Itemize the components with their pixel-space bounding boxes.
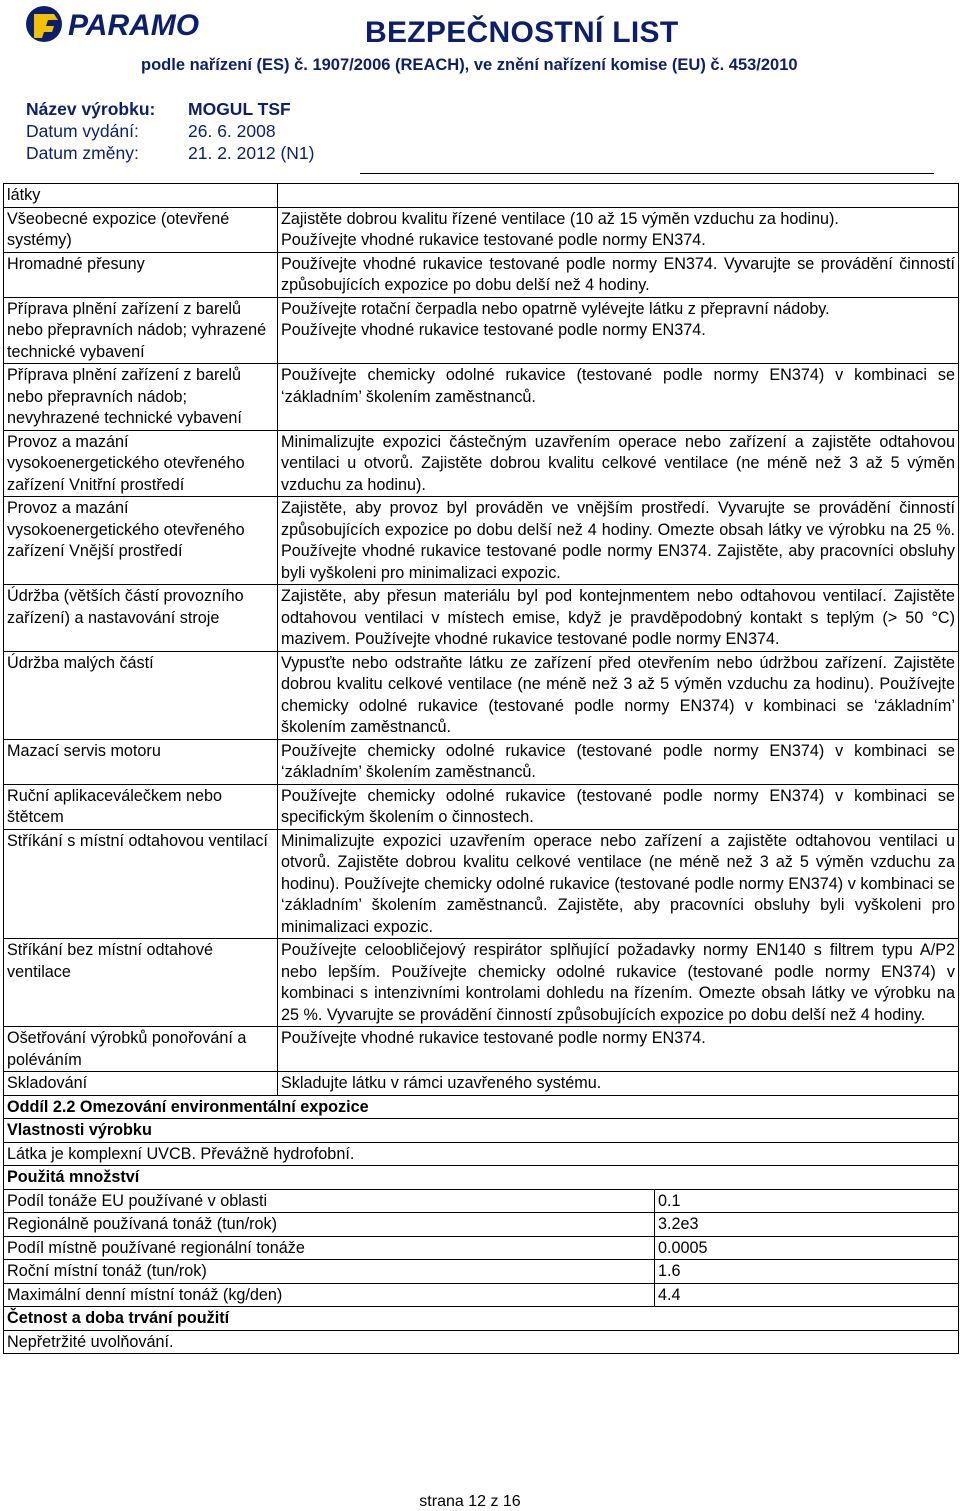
exposure-row <box>4 784 959 829</box>
exposure-table-body <box>4 184 959 1354</box>
measure-text: Minimalizujte expozici uzavřením operace nebo zařízení a zajistěte odtahovou ventilaci u otvorů. Zajistěte dobrou kvalitu celkové ventilace (ne méně než 3 až 5 výměn vzduchu za hodinu). Používejte chemicky odolné rukavice (testované podle normy EN374) v kombinaci se ‘základním’ školením zaměstnanců. Zajistěte, aby pracovníci obsluhy byli vyškoleni pro minimalizaci expozic. <box>281 831 955 936</box>
amounts-heading-row <box>4 1166 959 1190</box>
amount-value: 0.0005 <box>655 1236 959 1260</box>
properties-heading: Vlastnosti výrobku <box>4 1119 959 1143</box>
exposure-measures <box>278 585 959 652</box>
exposure-table <box>3 183 959 1354</box>
section-heading: Oddíl 2.2 Omezování environmentální expozice <box>4 1095 959 1119</box>
document-subtitle: podle nařízení (ES) č. 1907/2006 (REACH), ve znění nařízení komise (EU) č. 453/2010 <box>141 56 798 74</box>
measure-text: Používejte vhodné rukavice testované podle normy EN374. <box>281 231 706 249</box>
exposure-row <box>4 364 959 431</box>
exposure-scenario: Skladování <box>4 1072 278 1096</box>
exposure-scenario: Ruční aplikaceválečkem nebo štětcem <box>4 784 278 829</box>
measure-text: Skladujte látku v rámci uzavřeného systému. <box>281 1074 602 1092</box>
exposure-row <box>4 297 959 364</box>
exposure-measures <box>278 364 959 431</box>
document-title: BEZPEČNOSTNÍ LIST <box>365 16 679 49</box>
exposure-measures <box>278 1072 959 1096</box>
change-date-row <box>26 142 314 164</box>
exposure-measures <box>278 651 959 739</box>
paramo-logo <box>24 2 224 46</box>
issue-date: 26. 6. 2008 <box>188 121 276 141</box>
exposure-scenario: Příprava plnění zařízení z barelů nebo přepravních nádob; nevyhrazené technické vybavení <box>4 364 278 431</box>
exposure-row <box>4 497 959 585</box>
amount-row <box>4 1260 959 1284</box>
page-footer <box>0 1493 960 1511</box>
properties-text: Látka je komplexní UVCB. Převážně hydrofobní. <box>4 1142 959 1166</box>
exposure-measures <box>278 497 959 585</box>
amount-row <box>4 1213 959 1237</box>
measure-text: Zajistěte dobrou kvalitu řízené ventilace (10 až 15 výměn vzduchu za hodinu). <box>281 209 839 228</box>
frequency-heading-row <box>4 1307 959 1331</box>
measure-text: Používejte rotační čerpadla nebo opatrně vylévejte látku z přepravní nádoby. <box>281 299 830 318</box>
change-date-label: Datum změny: <box>26 143 139 163</box>
frequency-text: Nepřetržité uvolňování. <box>4 1330 959 1354</box>
measure-text: Vypusťte nebo odstraňte látku ze zařízení před otevřením nebo údržbou zařízení. Zajistěte dobrou kvalitu celkové ventilace (ne méně než 3 až 5 výměn vzduchu za hodinu). Používejte chemicky odolné rukavice (testované podle normy EN374) v kombinaci se ‘základním’ školením zaměstnanců. <box>281 653 955 736</box>
exposure-measures <box>278 939 959 1027</box>
page-number: strana 12 z 16 <box>419 1493 521 1510</box>
amount-label: Podíl místně používané regionální tonáže <box>4 1236 655 1260</box>
logo-text: PARAMO <box>68 9 200 42</box>
properties-text-row <box>4 1142 959 1166</box>
product-label: Název výrobku: <box>26 99 156 119</box>
frequency-heading: Četnost a doba trvání použití <box>4 1307 959 1331</box>
exposure-scenario: Všeobecné expozice (otevřené systémy) <box>4 207 278 252</box>
amount-row <box>4 1236 959 1260</box>
measure-text: Používejte celoobličejový respirátor splňující požadavky normy EN140 s filtrem typu A/P2 nebo lepším. Používejte chemicky odolné rukavice (testované podle normy EN374) v kombinaci s intenzivními kontrolami dohledu na řízením. Omezte obsah látky ve výrobku na 25 %. Vyvarujte se provádění činností způsobujících expozice po dobu delší než 4 hodiny. <box>281 941 955 1024</box>
issue-date-label: Datum vydání: <box>26 121 139 141</box>
exposure-row <box>4 1027 959 1072</box>
exposure-scenario: Údržba malých částí <box>4 651 278 739</box>
exposure-measures <box>278 829 959 939</box>
amount-label: Regionálně používaná tonáž (tun/rok) <box>4 1213 655 1237</box>
change-date: 21. 2. 2012 (N1) <box>188 143 315 163</box>
exposure-row <box>4 1072 959 1096</box>
exposure-scenario: látky <box>4 184 278 208</box>
measure-text: Minimalizujte expozici částečným uzavřením operace nebo zařízení a zajistěte odtahovou ventilaci u otvorů. Zajistěte dobrou kvalitu celkové ventilace (ne méně než 3 až 5 výměn vzduchu za hodinu). <box>281 432 955 494</box>
exposure-scenario: Mazací servis motoru <box>4 739 278 784</box>
amount-value: 4.4 <box>655 1283 959 1307</box>
exposure-row <box>4 184 959 208</box>
measure-text: Používejte vhodné rukavice testované podle normy EN374. Vyvarujte se provádění činností způsobujících expozice po dobu delší než 4 hodiny. <box>281 254 955 294</box>
amount-row <box>4 1189 959 1213</box>
exposure-scenario: Stříkání bez místní odtahové ventilace <box>4 939 278 1027</box>
exposure-measures <box>278 207 959 252</box>
exposure-scenario: Ošetřování výrobků ponořování a poléváním <box>4 1027 278 1072</box>
exposure-measures <box>278 430 959 497</box>
exposure-scenario: Provoz a mazání vysokoenergetického otevřeného zařízení Vnější prostředí <box>4 497 278 585</box>
exposure-measures <box>278 784 959 829</box>
exposure-scenario: Hromadné přesuny <box>4 252 278 297</box>
exposure-row <box>4 829 959 939</box>
measure-text: Používejte chemicky odolné rukavice (testované podle normy EN374) v kombinaci se ‘základním’ školením zaměstnanců. <box>281 741 955 781</box>
properties-heading-row <box>4 1119 959 1143</box>
exposure-measures <box>278 1027 959 1072</box>
exposure-scenario: Stříkání s místní odtahovou ventilací <box>4 829 278 939</box>
section-heading-row <box>4 1095 959 1119</box>
measure-text: Zajistěte, aby přesun materiálu byl pod kontejnmentem nebo odtahovou ventilací. Zajistěte odtahovou ventilaci v místech emise, když je pravděpodobný kontakt s teplým (> 50 °C) mazivem. Používejte vhodné rukavice testované podle normy EN374. <box>281 587 955 648</box>
exposure-row <box>4 939 959 1027</box>
measure-text: Používejte vhodné rukavice testované podle normy EN374. <box>281 1029 706 1047</box>
issue-date-row <box>26 120 314 142</box>
exposure-scenario: Údržba (větších částí provozního zařízení) a nastavování stroje <box>4 585 278 652</box>
amount-value: 3.2e3 <box>655 1213 959 1237</box>
amounts-heading: Použitá množství <box>4 1166 959 1190</box>
exposure-measures <box>278 184 959 208</box>
exposure-row <box>4 585 959 652</box>
amount-label: Podíl tonáže EU používané v oblasti <box>4 1189 655 1213</box>
measure-text: Používejte vhodné rukavice testované podle normy EN374. <box>281 321 706 339</box>
amount-value: 0.1 <box>655 1189 959 1213</box>
exposure-row <box>4 207 959 252</box>
exposure-measures <box>278 252 959 297</box>
exposure-scenario: Provoz a mazání vysokoenergetického otevřeného zařízení Vnitřní prostředí <box>4 430 278 497</box>
exposure-row <box>4 252 959 297</box>
amount-label: Maximální denní místní tonáž (kg/den) <box>4 1283 655 1307</box>
exposure-row <box>4 651 959 739</box>
exposure-measures <box>278 739 959 784</box>
exposure-row <box>4 739 959 784</box>
measure-text: Používejte chemicky odolné rukavice (testované podle normy EN374) v kombinaci se specifickým školením o činnostech. <box>281 786 955 826</box>
document-metadata <box>26 98 314 164</box>
frequency-text-row <box>4 1330 959 1354</box>
exposure-measures <box>278 297 959 364</box>
amount-label: Roční místní tonáž (tun/rok) <box>4 1260 655 1284</box>
header-divider <box>360 173 934 174</box>
product-row <box>26 98 314 120</box>
exposure-row <box>4 430 959 497</box>
amount-value: 1.6 <box>655 1260 959 1284</box>
exposure-scenario: Příprava plnění zařízení z barelů nebo přepravních nádob; vyhrazené technické vybavení <box>4 297 278 364</box>
product-name: MOGUL TSF <box>188 99 291 119</box>
measure-text: Používejte chemicky odolné rukavice (testované podle normy EN374) v kombinaci se ‘základním’ školením zaměstnanců. <box>281 366 955 406</box>
amount-row <box>4 1283 959 1307</box>
measure-text: Zajistěte, aby provoz byl prováděn ve vnějším prostředí. Vyvarujte se provádění činností způsobujících expozice po dobu delší než 4 hodiny. Omezte obsah látky ve výrobku na 25 %. Používejte vhodné rukavice testované podle normy EN374. Zajistěte, aby pracovníci obsluhy byli vyškoleni pro minimalizaci expozic. <box>281 499 955 582</box>
